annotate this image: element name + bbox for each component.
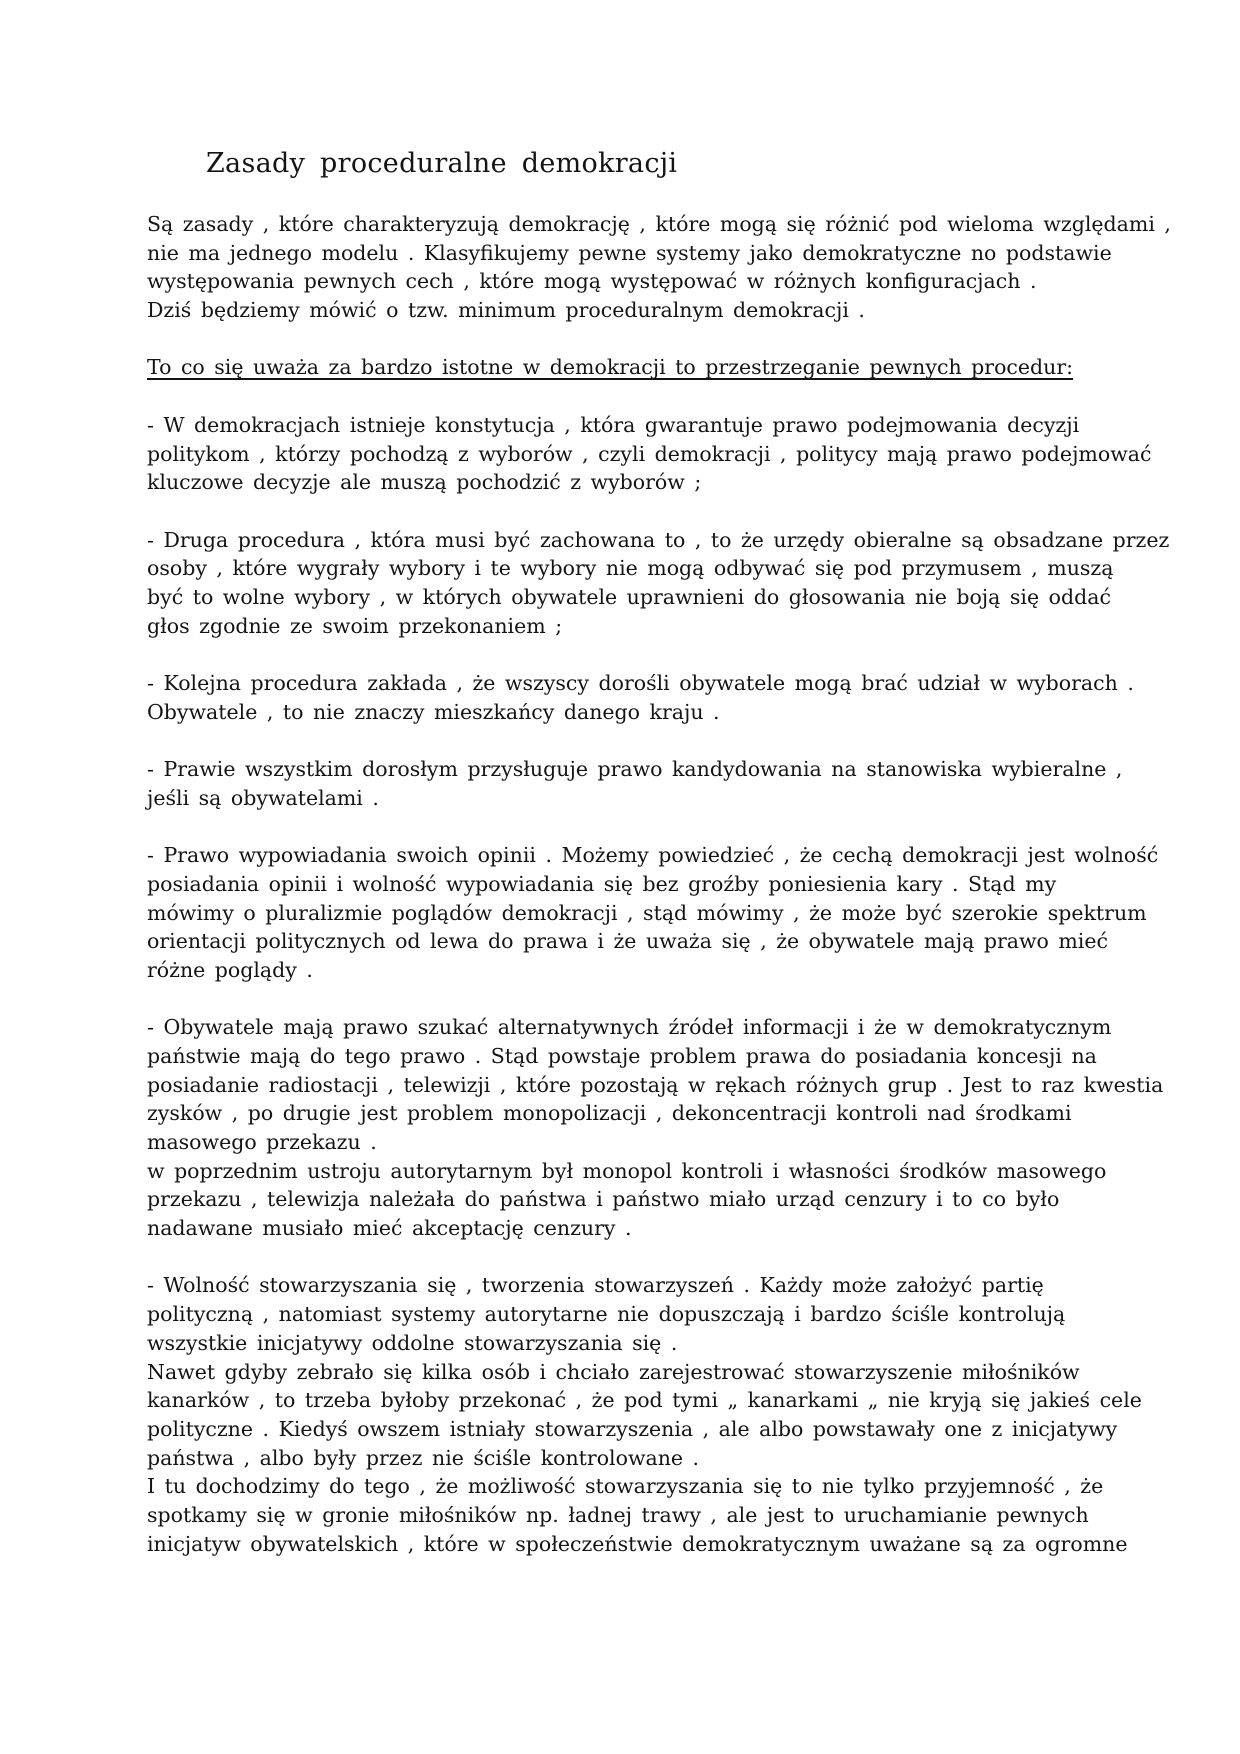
text-line: państwie mają do tego prawo . Stąd powstaje problem prawa do posiadania koncesji na: [147, 1043, 1097, 1068]
text-line: orientacji politycznych od lewa do prawa i że uważa się , że obywatele mają prawo mieć: [147, 929, 1108, 954]
text-line: głos zgodnie ze swoim przekonaniem ;: [147, 613, 563, 638]
text-line: kanarków , to trzeba byłoby przekonać , że pod tymi „ kanarkami „ nie kryją się jakieś cele: [147, 1388, 1142, 1413]
text-line: państwa , albo były przez nie ściśle kontrolowane .: [147, 1445, 700, 1470]
text-line: Obywatele , to nie znaczy mieszkańcy danego kraju .: [147, 699, 720, 724]
document-body: [147, 210, 1171, 1558]
paragraph-gap: [147, 1243, 1167, 1272]
text-line: - Prawie wszystkim dorosłym przysługuje prawo kandydowania na stanowiska wybieralne ,: [147, 757, 1123, 782]
text-line: nie ma jednego modelu . Klasyfikujemy pewne systemy jako demokratyczne no podstawie: [147, 240, 1112, 265]
text-line: posiadanie radiostacji , telewizji , które pozostają w rękach różnych grup . Jest to raz kwestia: [147, 1072, 1164, 1097]
paragraph-gap: [147, 985, 1167, 1014]
document-title: Zasady proceduralne demokracji: [206, 148, 678, 179]
text-line: Dziś będziemy mówić o tzw. minimum proceduralnym demokracji .: [147, 298, 865, 323]
text-line: polityczne . Kiedyś owszem istniały stowarzyszenia , ale albo powstawały one z inicjatywy: [147, 1416, 1118, 1441]
paragraph-gap: [147, 382, 1167, 411]
paragraph-gap: [147, 325, 1167, 354]
text-line: - Kolejna procedura zakłada , że wszyscy dorośli obywatele mogą brać udział w wyborach .: [147, 671, 1134, 695]
text-line: w poprzednim ustroju autorytarnym był monopol kontroli i własności środków masowego: [147, 1158, 1107, 1183]
text-line: I tu dochodzimy do tego , że możliwość stowarzyszania się to nie tylko przyjemność , że: [147, 1474, 1104, 1499]
text-line: inicjatyw obywatelskich , które w społeczeństwie demokratycznym uważane są za ogromne: [147, 1531, 1128, 1556]
text-line: - Prawo wypowiadania swoich opinii . Możemy powiedzieć , że cechą demokracji jest wolność: [147, 843, 1159, 868]
text-line: politykom , którzy pochodzą z wyborów , czyli demokracji , politycy mają prawo podejmować: [147, 441, 1152, 466]
text-line: zysków , po drugie jest problem monopolizacji , dekoncentracji kontroli nad środkami: [147, 1101, 1072, 1126]
text-line: nadawane musiało mieć akceptację cenzury .: [147, 1216, 632, 1241]
text-line: - W demokracjach istnieje konstytucja , która gwarantuje prawo podejmowania decyzji: [147, 412, 1080, 437]
text-line: osoby , które wygrały wybory i te wybory nie mogą odbywać się pod przymusem , muszą: [147, 556, 1114, 581]
text-line: masowego przekazu .: [147, 1130, 377, 1154]
section-heading: To co się uważa za bardzo istotne w demokracji to przestrzeganie pewnych procedur:: [147, 355, 1074, 380]
text-line: - Druga procedura , która musi być zachowana to , to że urzędy obieralne są obsadzane przez: [147, 527, 1170, 552]
text-line: posiadania opinii i wolność wypowiadania się bez groźby poniesienia kary . Stąd my: [147, 871, 1057, 896]
text-line: różne poglądy .: [147, 957, 313, 982]
text-line: przekazu , telewizja należała do państwa i państwo miało urząd cenzury i to co było: [147, 1187, 1060, 1212]
text-line: kluczowe decyzje ale muszą pochodzić z wyborów ;: [147, 470, 702, 495]
text-line: - Wolność stowarzyszania się , tworzenia stowarzyszeń . Każdy może założyć partię: [147, 1273, 1044, 1298]
paragraph-gap: [147, 497, 1167, 526]
text-line: spotkamy się w gronie miłośników np. ładnej trawy , ale jest to uruchamianie pewnych: [147, 1502, 1089, 1527]
text-line: wszystkie inicjatywy oddolne stowarzyszania się .: [147, 1330, 678, 1355]
text-line: polityczną , natomiast systemy autorytarne nie dopuszczają i bardzo ściśle kontrolują: [147, 1302, 1066, 1327]
paragraph-gap: [147, 726, 1167, 755]
text-line: Nawet gdyby zebrało się kilka osób i chciało zarejestrować stowarzyszenie miłośników: [147, 1359, 1080, 1384]
paragraph-gap: [147, 812, 1167, 841]
text-line: Są zasady , które charakteryzują demokrację , które mogą się różnić pod wieloma względami ,: [147, 212, 1171, 236]
text-line: mówimy o pluralizmie poglądów demokracji , stąd mówimy , że może być szerokie spektrum: [147, 900, 1147, 925]
text-line: - Obywatele mają prawo szukać alternatywnych źródeł informacji i że w demokratycznym: [147, 1015, 1112, 1040]
text-line: być to wolne wybory , w których obywatele uprawnieni do głosowania nie boją się oddać: [147, 584, 1111, 609]
text-line: występowania pewnych cech , które mogą występować w różnych konfiguracjach .: [147, 269, 1037, 294]
paragraph-gap: [147, 640, 1167, 669]
text-line: jeśli są obywatelami .: [147, 785, 379, 810]
